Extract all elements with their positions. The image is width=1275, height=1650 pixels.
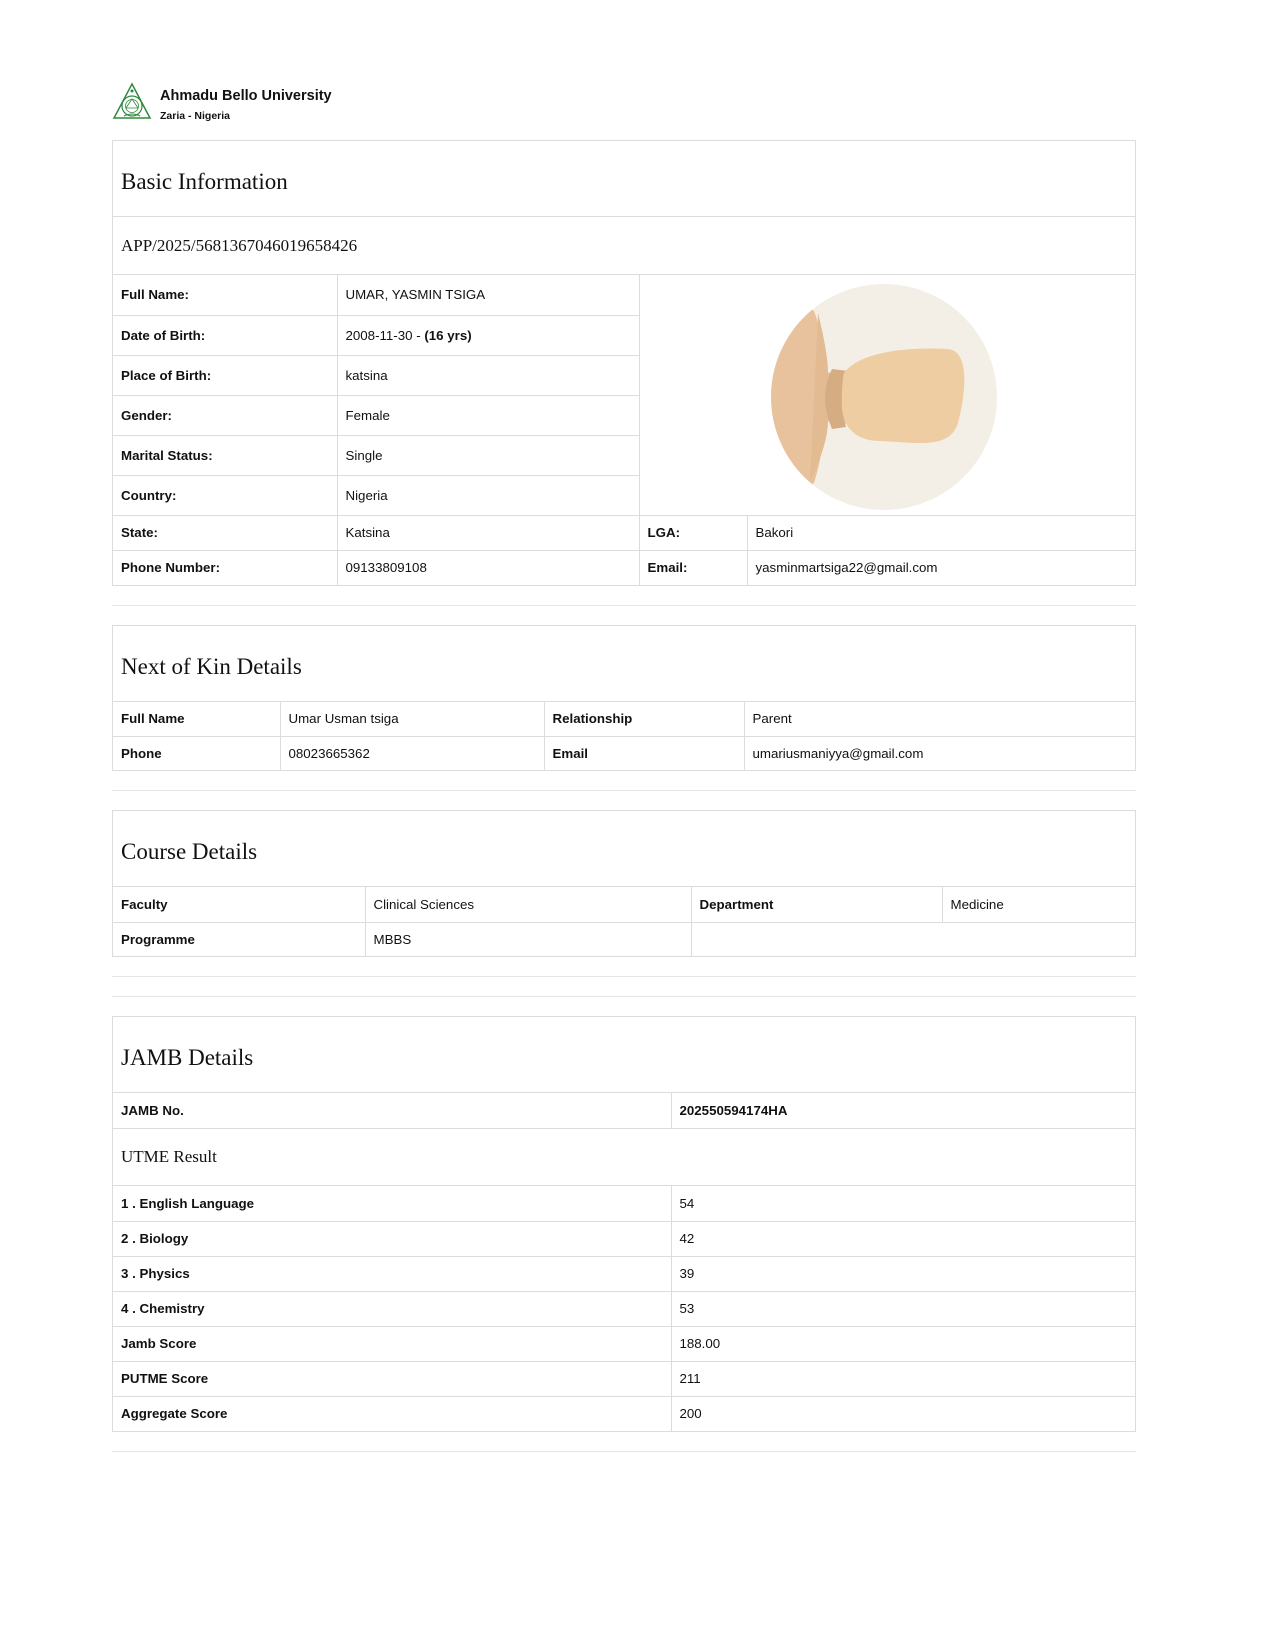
kin-email-label: Email [544, 736, 744, 770]
pob-value: katsina [337, 355, 639, 395]
faculty-label: Faculty [113, 887, 365, 922]
result-subject: Aggregate Score [113, 1396, 671, 1431]
dob-age: (16 yrs) [424, 327, 472, 343]
table-row [113, 1396, 1135, 1431]
dob-date: 2008-11-30 - [345, 327, 425, 343]
kin-relationship-value: Parent [744, 702, 1135, 736]
university-name: Ahmadu Bello University [160, 88, 332, 104]
result-score: 200 [671, 1396, 1135, 1431]
gender-value: Female [337, 395, 639, 435]
next-of-kin-table [113, 702, 1135, 770]
university-crest-icon [112, 82, 152, 122]
phone-label: Phone Number: [113, 550, 337, 585]
result-subject: 3 . Physics [113, 1256, 671, 1291]
full-name-value: UMAR, YASMIN TSIGA [337, 275, 639, 315]
table-row [113, 1291, 1135, 1326]
empty-cell [691, 922, 1135, 956]
kin-relationship-label: Relationship [544, 702, 744, 736]
lga-label: LGA: [639, 515, 747, 550]
university-header [112, 80, 1136, 126]
country-value: Nigeria [337, 475, 639, 515]
phone-value: 09133809108 [337, 550, 639, 585]
programme-value: MBBS [365, 922, 691, 956]
state-label: State: [113, 515, 337, 550]
table-row [113, 1221, 1135, 1256]
kin-name-label: Full Name [113, 702, 280, 736]
table-row [113, 1256, 1135, 1291]
full-name-label: Full Name: [113, 275, 337, 315]
application-number: APP/2025/5681367046019658426 [113, 217, 1135, 275]
lga-value: Bakori [747, 515, 1135, 550]
course-details-card [112, 810, 1136, 957]
table-row [113, 1186, 1135, 1221]
jamb-no-label: JAMB No. [113, 1093, 671, 1128]
result-subject: 2 . Biology [113, 1221, 671, 1256]
section-divider [112, 1451, 1136, 1452]
jamb-details-card [112, 1016, 1136, 1432]
next-of-kin-title: Next of Kin Details [113, 626, 1135, 702]
next-of-kin-card [112, 625, 1136, 771]
result-subject: PUTME Score [113, 1361, 671, 1396]
kin-phone-label: Phone [113, 736, 280, 770]
result-score: 188.00 [671, 1326, 1135, 1361]
passport-photo-cell [639, 275, 1135, 515]
department-label: Department [691, 887, 942, 922]
gender-label: Gender: [113, 395, 337, 435]
jamb-number-table [113, 1093, 1135, 1128]
basic-information-table [113, 275, 1135, 585]
course-details-title: Course Details [113, 811, 1135, 887]
result-score: 211 [671, 1361, 1135, 1396]
email-value: yasminmartsiga22@gmail.com [747, 550, 1135, 585]
kin-phone-value: 08023665362 [280, 736, 544, 770]
result-score: 39 [671, 1256, 1135, 1291]
kin-name-value: Umar Usman tsiga [280, 702, 544, 736]
dob-value [337, 315, 639, 355]
result-score: 42 [671, 1221, 1135, 1256]
table-row [113, 1326, 1135, 1361]
jamb-details-title: JAMB Details [113, 1017, 1135, 1093]
marital-status-value: Single [337, 435, 639, 475]
utme-result-table [113, 1186, 1135, 1431]
passport-photo-placeholder-icon [770, 283, 998, 511]
course-details-table [113, 887, 1135, 956]
country-label: Country: [113, 475, 337, 515]
faculty-value: Clinical Sciences [365, 887, 691, 922]
state-value: Katsina [337, 515, 639, 550]
utme-result-title: UTME Result [113, 1128, 1135, 1186]
university-location: Zaria - Nigeria [160, 110, 231, 122]
table-row [113, 1361, 1135, 1396]
result-subject: Jamb Score [113, 1326, 671, 1361]
basic-information-title: Basic Information [113, 141, 1135, 217]
result-subject: 4 . Chemistry [113, 1291, 671, 1326]
result-score: 54 [671, 1186, 1135, 1221]
jamb-no-value: 202550594174HA [671, 1093, 1135, 1128]
dob-label: Date of Birth: [113, 315, 337, 355]
marital-status-label: Marital Status: [113, 435, 337, 475]
result-score: 53 [671, 1291, 1135, 1326]
result-subject: 1 . English Language [113, 1186, 671, 1221]
email-label: Email: [639, 550, 747, 585]
programme-label: Programme [113, 922, 365, 956]
kin-email-value: umariusmaniyya@gmail.com [744, 736, 1135, 770]
pob-label: Place of Birth: [113, 355, 337, 395]
department-value: Medicine [942, 887, 1135, 922]
basic-information-card [112, 140, 1136, 586]
application-form [112, 80, 1136, 1452]
